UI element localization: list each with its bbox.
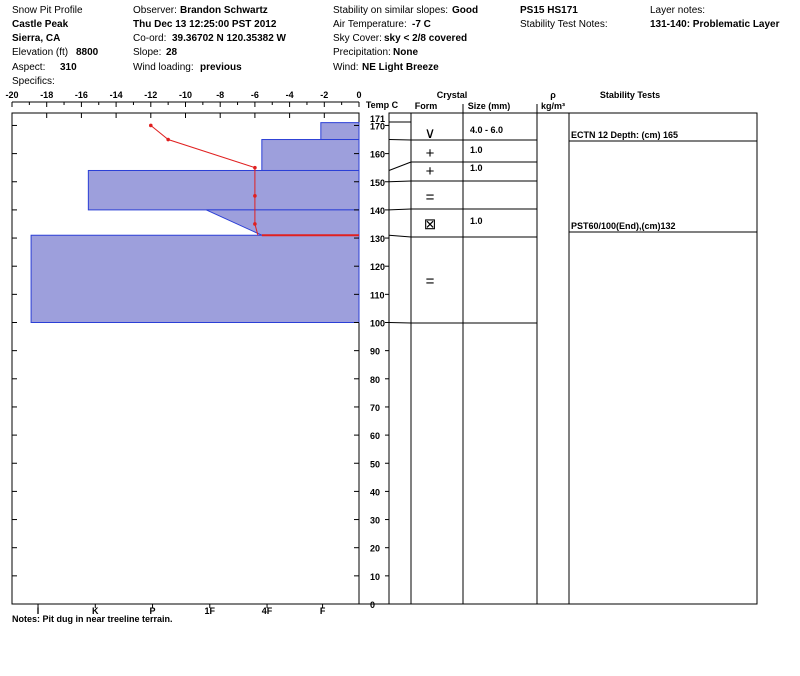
coord-value: 39.36702 N 120.35382 W [172,33,286,44]
profile-title: Snow Pit Profile [12,5,83,16]
temp-tick-label: -16 [74,90,88,100]
observation-datetime: Thu Dec 13 12:25:00 PST 2012 [133,19,277,30]
crystal-column-header: Crystal [436,90,468,100]
crystal-form-symbol: ⊠ [423,216,437,233]
elevation-label: Elevation (ft) [12,47,69,58]
crystal-size: 1.0 [470,163,483,173]
crystal-table-frame [389,113,757,604]
crystal-size: 1.0 [470,145,483,155]
height-tick-label: 170 [370,121,386,132]
temp-tick-label: 0 [356,90,362,100]
pit-notes: Notes: Pit dug in near treeline terrain. [12,614,173,624]
elevation-value: 8800 [76,47,99,58]
air-temp-label: Air Temperature: [333,19,407,30]
observer-label: Observer: [133,5,177,16]
height-tick-label: 150 [370,177,386,188]
height-tick-label: 100 [370,318,386,329]
temp-tick-label: -6 [250,90,259,100]
wind-loading-value: previous [200,62,242,73]
wind-label: Wind: [333,62,359,73]
temp-tick-label: -2 [320,90,329,100]
precip-value: None [393,47,418,58]
layer-connector [389,235,411,237]
height-tick-label: 30 [370,515,381,526]
rho-column-header: ρ [550,90,556,100]
height-tick-label: 90 [370,346,381,357]
temp-tick-label: -8 [216,90,225,100]
hardness-layer [262,140,359,171]
height-tick-label: 120 [370,262,386,273]
height-tick-label: 0 [370,600,376,610]
layer-connector [389,323,411,324]
region: Sierra, CA [12,33,61,44]
hardness-label: 1F [204,606,216,616]
air-temp-value: -7 C [412,19,431,30]
size-column-header: Size (mm) [467,101,511,111]
stability-value: Good [452,5,479,16]
temperature-point [253,194,257,198]
hardness-layer [321,123,359,140]
aspect-label: Aspect: [12,62,46,73]
wind-loading-label: Wind loading: [133,62,194,73]
temperature-point [149,124,153,128]
height-tick-label: 40 [370,487,381,498]
stability-test-result: ECTN 12 Depth: (cm) 165 [571,130,679,140]
temp-tick-label: -12 [144,90,158,100]
temp-column-header: Temp C [365,100,399,110]
observer-value: Brandon Schwartz [180,5,268,16]
density-unit-header: kg/m³ [540,101,566,111]
hardness-label: P [149,606,156,616]
specifics-label: Specifics: [12,76,55,87]
crystal-size: 4.0 - 6.0 [470,125,504,135]
slope-label: Slope: [133,47,162,58]
temp-tick-label: -18 [40,90,54,100]
height-tick-label: 50 [370,459,381,470]
crystal-form-symbol: = [425,273,435,290]
temp-tick-label: -14 [109,90,123,100]
height-tick-label: 70 [370,402,381,413]
sky-cover-value: sky < 2/8 covered [384,33,468,44]
height-tick-label: 160 [370,149,386,160]
crystal-form-symbol: ∨ [424,125,436,142]
layer-notes-value: 131-140: Problematic Layer [650,19,780,30]
hardness-label: F [319,606,326,616]
hardness-layer [31,235,359,322]
form-column-header: Form [414,101,438,111]
crystal-form-symbol: + [425,163,435,180]
height-tick-label: 80 [370,374,381,385]
height-top-label: 171 [370,114,386,124]
temp-tick-label: -10 [178,90,193,100]
height-tick-label: 130 [370,234,386,245]
temperature-point [166,138,170,142]
site-name: Castle Peak [12,19,69,30]
temp-tick-label: -20 [5,90,19,100]
stability-test-result: PST60/100(End),(cm)132 [571,221,676,231]
layer-connector [389,209,411,210]
hardness-layer [88,170,359,209]
layer-notes-label: Layer notes: [650,5,706,16]
hardness-label: I [36,606,40,616]
height-tick-label: 10 [370,571,381,582]
height-tick-label: 60 [370,431,381,442]
wind-value: NE Light Breeze [362,62,439,73]
hardness-layer [206,210,359,235]
layer-connector [389,162,411,170]
stability-label: Stability on similar slopes: [333,5,449,16]
slope-value: 28 [166,47,178,58]
sky-cover-label: Sky Cover: [333,33,382,44]
crystal-form-symbol: + [425,145,435,162]
hardness-label: K [92,606,99,616]
height-tick-label: 20 [370,543,381,554]
coord-label: Co-ord: [133,33,167,44]
crystal-size: 1.0 [470,216,483,226]
precip-label: Precipitation: [333,47,391,58]
temp-tick-label: -4 [285,90,294,100]
crystal-form-symbol: = [425,189,435,206]
height-tick-label: 140 [370,205,386,216]
stability-notes-label: Stability Test Notes: [520,19,608,30]
stability-tests-header: Stability Tests [599,90,661,100]
height-tick-label: 110 [370,290,385,301]
layer-connector [389,181,411,182]
ps-hs: PS15 HS171 [520,5,578,16]
aspect-value: 310 [60,62,77,73]
temperature-point [253,166,257,170]
hardness-label: 4F [261,606,273,616]
